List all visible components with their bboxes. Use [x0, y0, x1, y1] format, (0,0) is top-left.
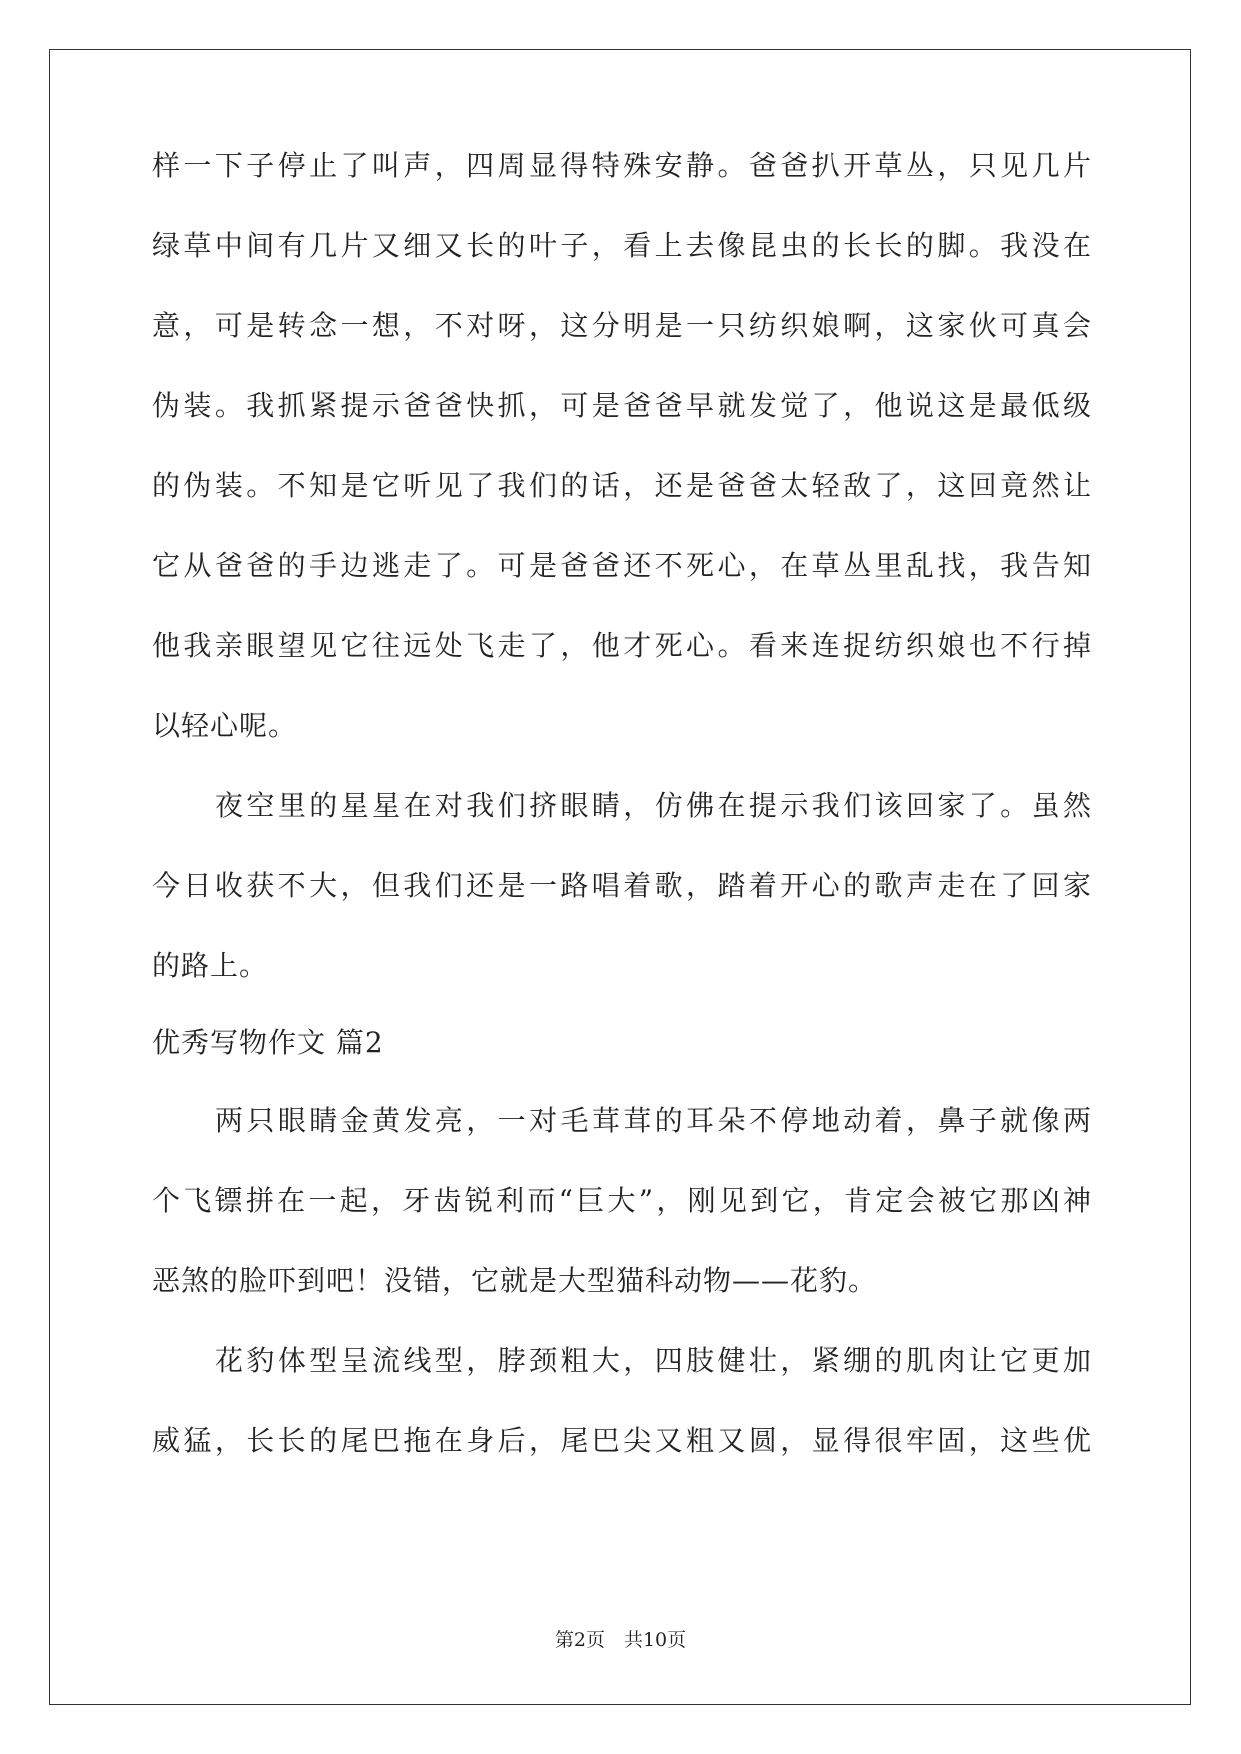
- paragraph-1-line-2: 绿草中间有几片又细又长的叶子，看上去像昆虫的长长的脚。我没在: [152, 229, 1092, 262]
- paragraph-2-line-2: 今日收获不大，但我们还是一路唱着歌，踏着开心的歌声走在了回家: [152, 869, 1092, 902]
- paragraph-1-line-5: 的伪装。不知是它听见了我们的话，还是爸爸太轻敌了，这回竟然让: [152, 469, 1092, 502]
- paragraph-2-line-1: 夜空里的星星在对我们挤眼睛，仿佛在提示我们该回家了。虽然: [215, 789, 1092, 822]
- paragraph-4-line-2: 威猛，长长的尾巴拖在身后，尾巴尖又粗又圆，显得很牢固，这些优: [152, 1424, 1092, 1457]
- paragraph-3-line-1: 两只眼睛金黄发亮，一对毛茸茸的耳朵不停地动着，鼻子就像两: [215, 1104, 1092, 1137]
- page-number-footer: 第2页 共10页: [554, 1629, 687, 1651]
- paragraph-1-line-3: 意，可是转念一想，不对呀，这分明是一只纺织娘啊，这家伙可真会: [152, 309, 1092, 342]
- paragraph-3-line-2: 个飞镖拼在一起，牙齿锐利而“巨大”，刚见到它，肯定会被它那凶神: [152, 1184, 1092, 1217]
- paragraph-4-line-1: 花豹体型呈流线型，脖颈粗大，四肢健壮，紧绷的肌肉让它更加: [215, 1344, 1092, 1377]
- paragraph-3-line-3: 恶煞的脸吓到吧！没错，它就是大型猫科动物——花豹。: [152, 1264, 878, 1297]
- paragraph-1-line-6: 它从爸爸的手边逃走了。可是爸爸还不死心，在草丛里乱找，我告知: [152, 549, 1092, 582]
- paragraph-1-line-4: 伪装。我抓紧提示爸爸快抓，可是爸爸早就发觉了，他说这是最低级: [152, 389, 1092, 422]
- paragraph-1-line-8: 以轻心呢。: [152, 709, 298, 742]
- paragraph-2-line-3: 的路上。: [152, 949, 269, 982]
- paragraph-1-line-7: 他我亲眼望见它往远处飞走了，他才死心。看来连捉纺织娘也不行掉: [152, 629, 1092, 662]
- section-heading: 优秀写物作文 篇2: [152, 1026, 384, 1059]
- paragraph-1-line-1: 样一下子停止了叫声，四周显得特殊安静。爸爸扒开草丛，只见几片: [152, 149, 1092, 182]
